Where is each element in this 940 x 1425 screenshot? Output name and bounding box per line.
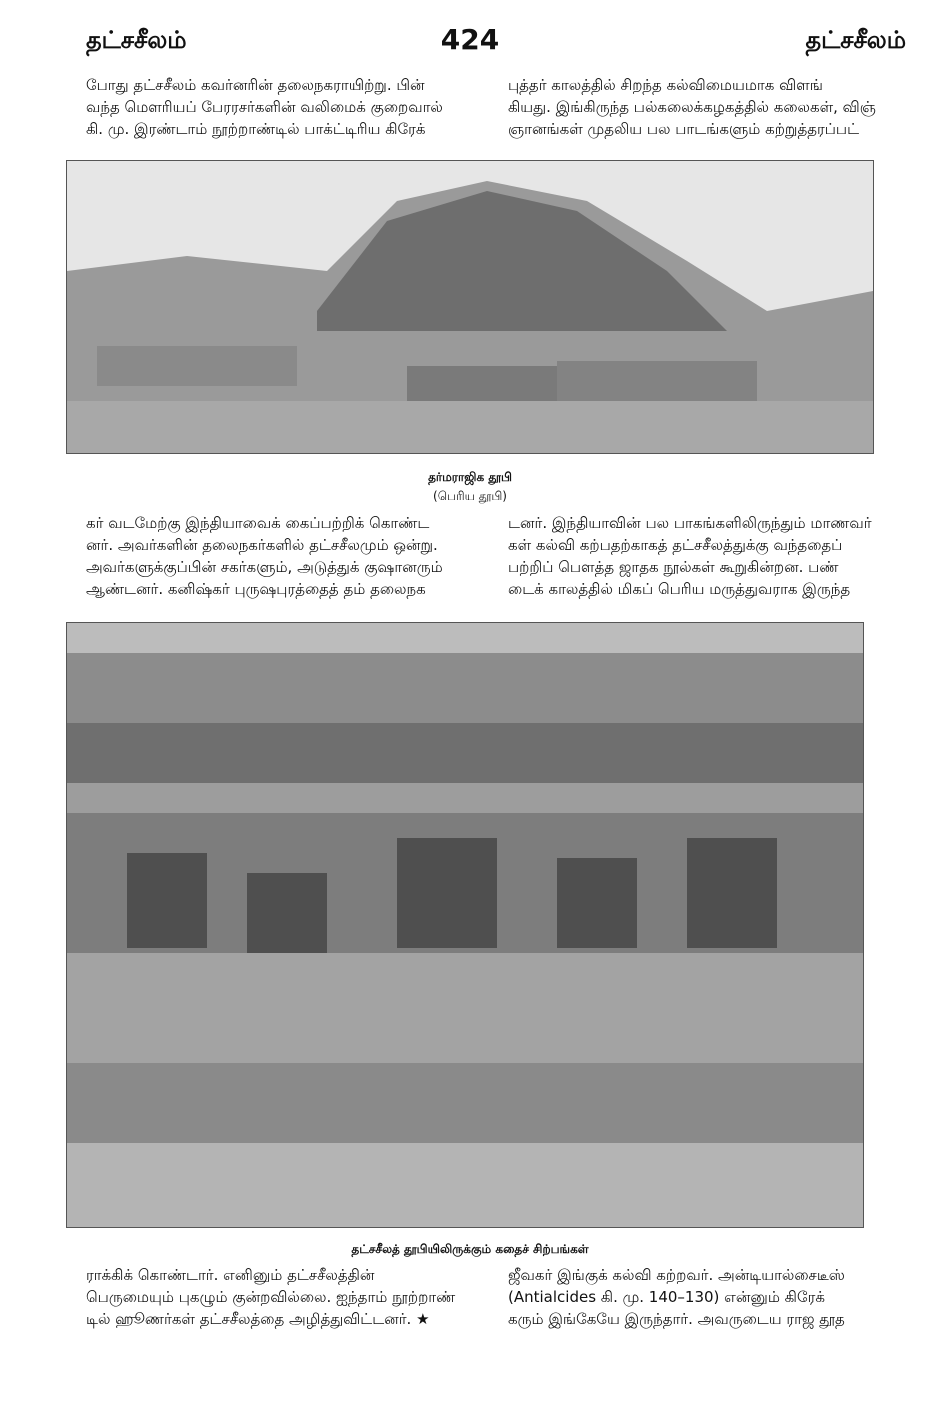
text-line: கியது. இங்கிருந்த பல்கலைக்கழகத்தில் கலைகள், விஞ் (508, 98, 876, 116)
text-line: னர். அவர்களின் தலைநகர்களில் தட்சசீலமும் ஒன்று. (86, 536, 438, 554)
text-block-2-right (508, 512, 904, 600)
text-line: ஜீவகர் இங்குக் கல்வி கற்றவர். அன்டியால்சைடீஸ் (508, 1266, 845, 1284)
figure-subcaption: (பெரிய தூபி) (433, 489, 507, 503)
running-head-left: தட்சசீலம் (86, 26, 187, 54)
text-block-2-left (86, 512, 472, 600)
text-line: கி. மு. இரண்டாம் நூற்றாண்டில் பாக்ட்டிரிய கிரேக் (86, 120, 426, 138)
text-block-1-left (86, 74, 472, 140)
running-head-right: தட்சசீலம் (805, 26, 906, 54)
figure-caption: தர்மராஜிக தூபி (428, 470, 512, 484)
text-line: பெருமையும் புகழும் குன்றவில்லை. ஐந்தாம் நூற்றாண் (86, 1288, 456, 1306)
text-line: ஆண்டனர். கனிஷ்கர் புருஷபுரத்தைத் தம் தலைநக (86, 580, 426, 598)
text-line: ஞானங்கள் முதலிய பல பாடங்களும் கற்றுத்தரப்பட் (508, 120, 860, 138)
text-line: பற்றிப் பௌத்த ஜாதக நூல்கள் கூறுகின்றன. பண் (508, 558, 839, 576)
text-block-1-right (508, 74, 904, 140)
text-line: டைக் காலத்தில் மிகப் பெரிய மருத்துவராக இருந்த (508, 580, 851, 598)
figure-caption: தட்சசீலத் தூபியிலிருக்கும் கதைச் சிற்பங்கள் (351, 1242, 589, 1256)
relief-sculptures-photo (66, 622, 864, 1228)
text-line: வந்த மௌரியப் பேரரசர்களின் வலிமைக் குறைவால் (86, 98, 443, 116)
text-line: அவர்களுக்குப்பின் சகர்களும், அடுத்துக் குஷானரும் (86, 558, 443, 576)
text-line: (Antialcides கி. மு. 140–130) என்னும் கிரேக் (508, 1288, 825, 1306)
text-line: புத்தர் காலத்தில் சிறந்த கல்விமையமாக விளங் (508, 76, 823, 94)
text-line: கர் வடமேற்கு இந்தியாவைக் கைப்பற்றிக் கொண்ட (86, 514, 430, 532)
stupa-photo (66, 160, 874, 454)
text-line: ராக்கிக் கொண்டார். எனினும் தட்சசீலத்தின் (86, 1266, 375, 1284)
text-line: டனர். இந்தியாவின் பல பாகங்களிலிருந்தும் மாணவர் (508, 514, 872, 532)
text-line: போது தட்சசீலம் கவர்னரின் தலைநகராயிற்று. பின் (86, 76, 425, 94)
text-line: கள் கல்வி கற்பதற்காகத் தட்சசீலத்துக்கு வந்ததைப் (508, 536, 843, 554)
text-line: கரும் இங்கேயே இருந்தார். அவருடைய ராஜ தூத (508, 1310, 845, 1328)
text-block-3-left (86, 1264, 472, 1330)
text-line: டில் ஹூணர்கள் தட்சசீலத்தை அழித்துவிட்டனர். ★ (86, 1310, 430, 1328)
text-block-3-right (508, 1264, 904, 1330)
page-number: 424 (440, 23, 500, 56)
